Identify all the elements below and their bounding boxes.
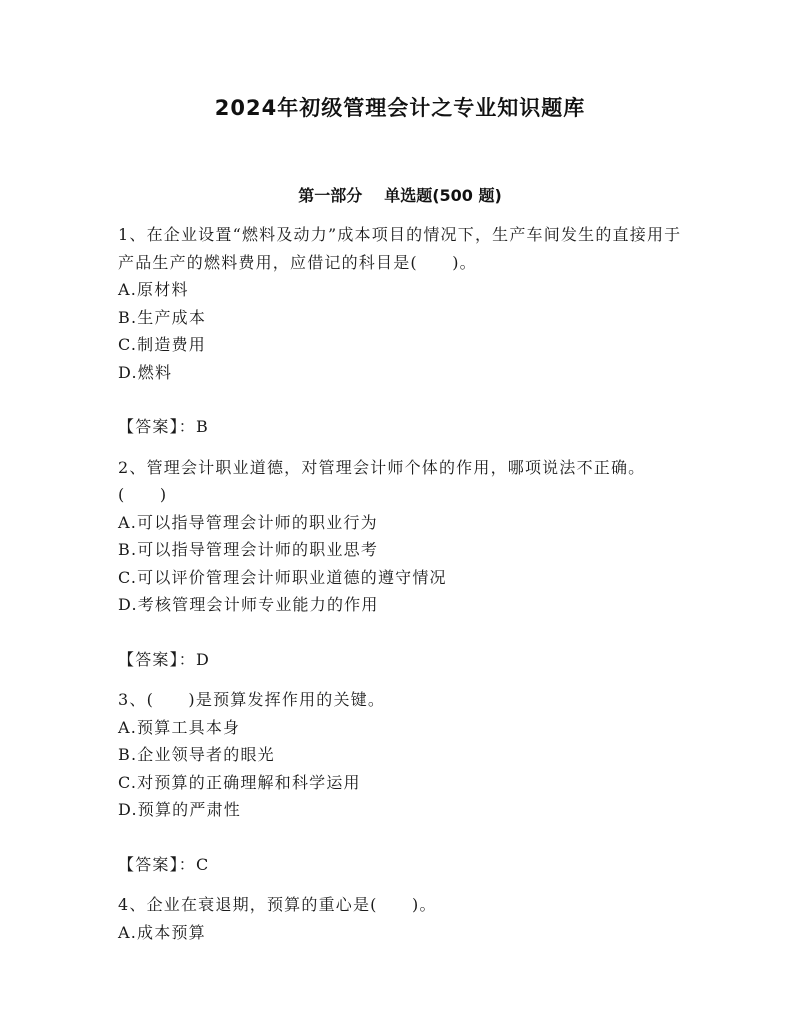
answer-line: 【答案】：B: [118, 417, 209, 436]
option-d: D.考核管理会计师专业能力的作用: [118, 595, 379, 614]
question-2: [118, 454, 688, 674]
option-b: B.生产成本: [118, 307, 207, 327]
option-a: A.原材料: [118, 280, 189, 299]
question-stem: 4、企业在衰退期，预算的重心是( )。: [118, 895, 437, 914]
question-list: [118, 221, 688, 946]
option-d: D.预算的严肃性: [118, 800, 241, 819]
option-a: A.成本预算: [118, 922, 206, 942]
question-4: [118, 891, 688, 946]
answer-line: 【答案】：D: [118, 649, 211, 669]
section-name: 单选题(500 题): [384, 186, 502, 205]
option-c: C.对预算的正确理解和科学运用: [118, 772, 361, 792]
question-1: [118, 221, 688, 441]
question-stem: 3、( )是预算发挥作用的关键。: [118, 690, 386, 709]
question-stem: 2、管理会计职业道德，对管理会计师个体的作用，哪项说法不正确。( ): [118, 457, 646, 504]
document-title: 2024年初级管理会计之专业知识题库: [214, 96, 586, 120]
option-c: C.可以评价管理会计师职业道德的遵守情况: [118, 567, 447, 587]
section-part: 第一部分: [298, 186, 363, 205]
option-a: A.预算工具本身: [118, 717, 241, 737]
section-heading: [0, 183, 800, 206]
answer-line: 【答案】：C: [118, 854, 210, 874]
option-c: C.制造费用: [118, 335, 206, 354]
question-3: [118, 686, 688, 878]
option-b: B.可以指导管理会计师的职业思考: [118, 540, 379, 559]
option-d: D.燃料: [118, 362, 173, 382]
option-b: B.企业领导者的眼光: [118, 745, 275, 764]
option-a: A.可以指导管理会计师的职业行为: [118, 512, 378, 532]
question-stem: 1、在企业设置“燃料及动力”成本项目的情况下，生产车间发生的直接用于产品生产的燃料费用，应借记的科目是( )。: [118, 225, 682, 272]
